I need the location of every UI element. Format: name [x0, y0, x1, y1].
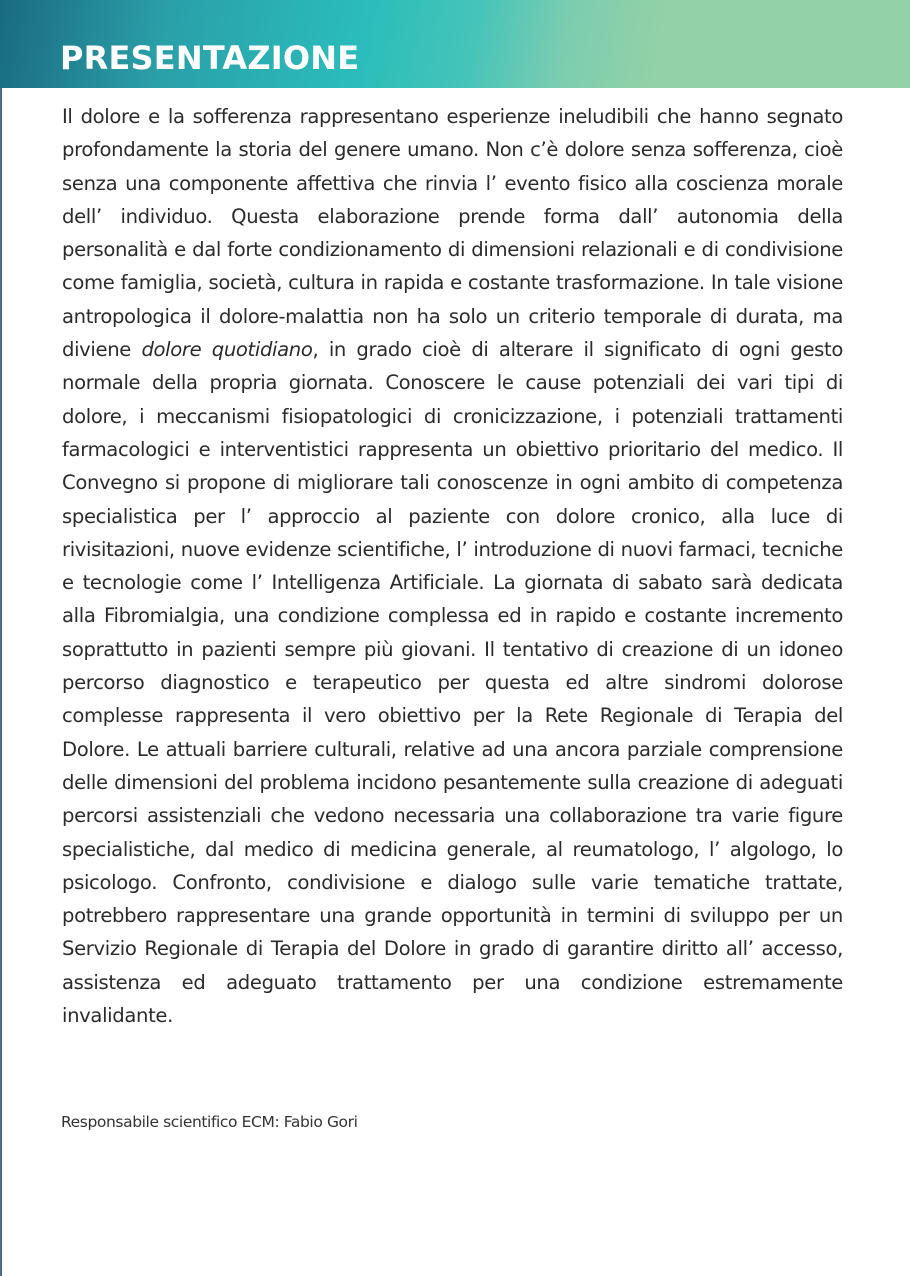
- section-title: PRESENTAZIONE: [60, 39, 360, 77]
- paragraph-emphasis: dolore quotidiano: [141, 338, 313, 362]
- scientific-lead-signature: Responsabile scientifico ECM: Fabio Gori: [61, 1113, 358, 1131]
- paragraph-intro: Il dolore e la sofferenza rappresentano esperienze ineludibili che hanno segnato profondamente la storia del genere umano. Non c’è dolore senza sofferenza, cioè senza una componente affettiva che rinvia l’ evento fisico alla coscienza morale dell’ individuo. Questa elaborazione prende forma dall’ autonomia della personalità e dal forte condizionamento di dimensioni relazionali e di condivisione come famiglia, società, cultura in rapida e costante trasformazione. In tale visione antropologica il dolore-malattia non ha solo un criterio temporale di durata, ma diviene: [62, 105, 843, 362]
- presentation-paragraph: [62, 100, 843, 1032]
- left-border-rule: [0, 88, 2, 1276]
- section-header-banner: [0, 0, 910, 88]
- paragraph-rest: , in grado cioè di alterare il significato di ogni gesto normale della propria giornata. Conoscere le cause potenziali dei vari tipi di dolore, i meccanismi fisiopatologici di cronicizzazione, i potenziali trattamenti farmacologici e interventistici rappresenta un obiettivo prioritario del medico. Il Convegno si propone di migliorare tali conoscenze in ogni ambito di competenza specialistica per l’ approccio al paziente con dolore cronico, alla luce di rivisitazioni, nuove evidenze scientifiche, l’ introduzione di nuovi farmaci, tecniche e tecnologie come l’ Intelligenza Artificiale. La giornata di sabato sarà dedicata alla Fibromialgia, una condizione complessa ed in rapido e costante incremento soprattutto in pazienti sempre più giovani. Il tentativo di creazione di un idoneo percorso diagnostico e terapeutico per questa ed altre sindromi dolorose complesse rappresenta il vero obiettivo per la Rete Regionale di Terapia del Dolore. Le attuali barriere culturali, relative ad una ancora parziale comprensione delle dimensioni del problema incidono pesantemente sulla creazione di adeguati percorsi assistenziali che vedono necessaria una collaborazione tra varie figure specialistiche, dal medico di medicina generale, al reumatologo, l’ algologo, lo psicologo. Confronto, condivisione e dialogo sulle varie tematiche trattate, potrebbero rappresentare una grande opportunità in termini di sviluppo per un Servizio Regionale di Terapia del Dolore in grado di garantire diritto all’ accesso, assistenza ed adeguato trattamento per una condizione estremamente invalidante.: [62, 338, 843, 1028]
